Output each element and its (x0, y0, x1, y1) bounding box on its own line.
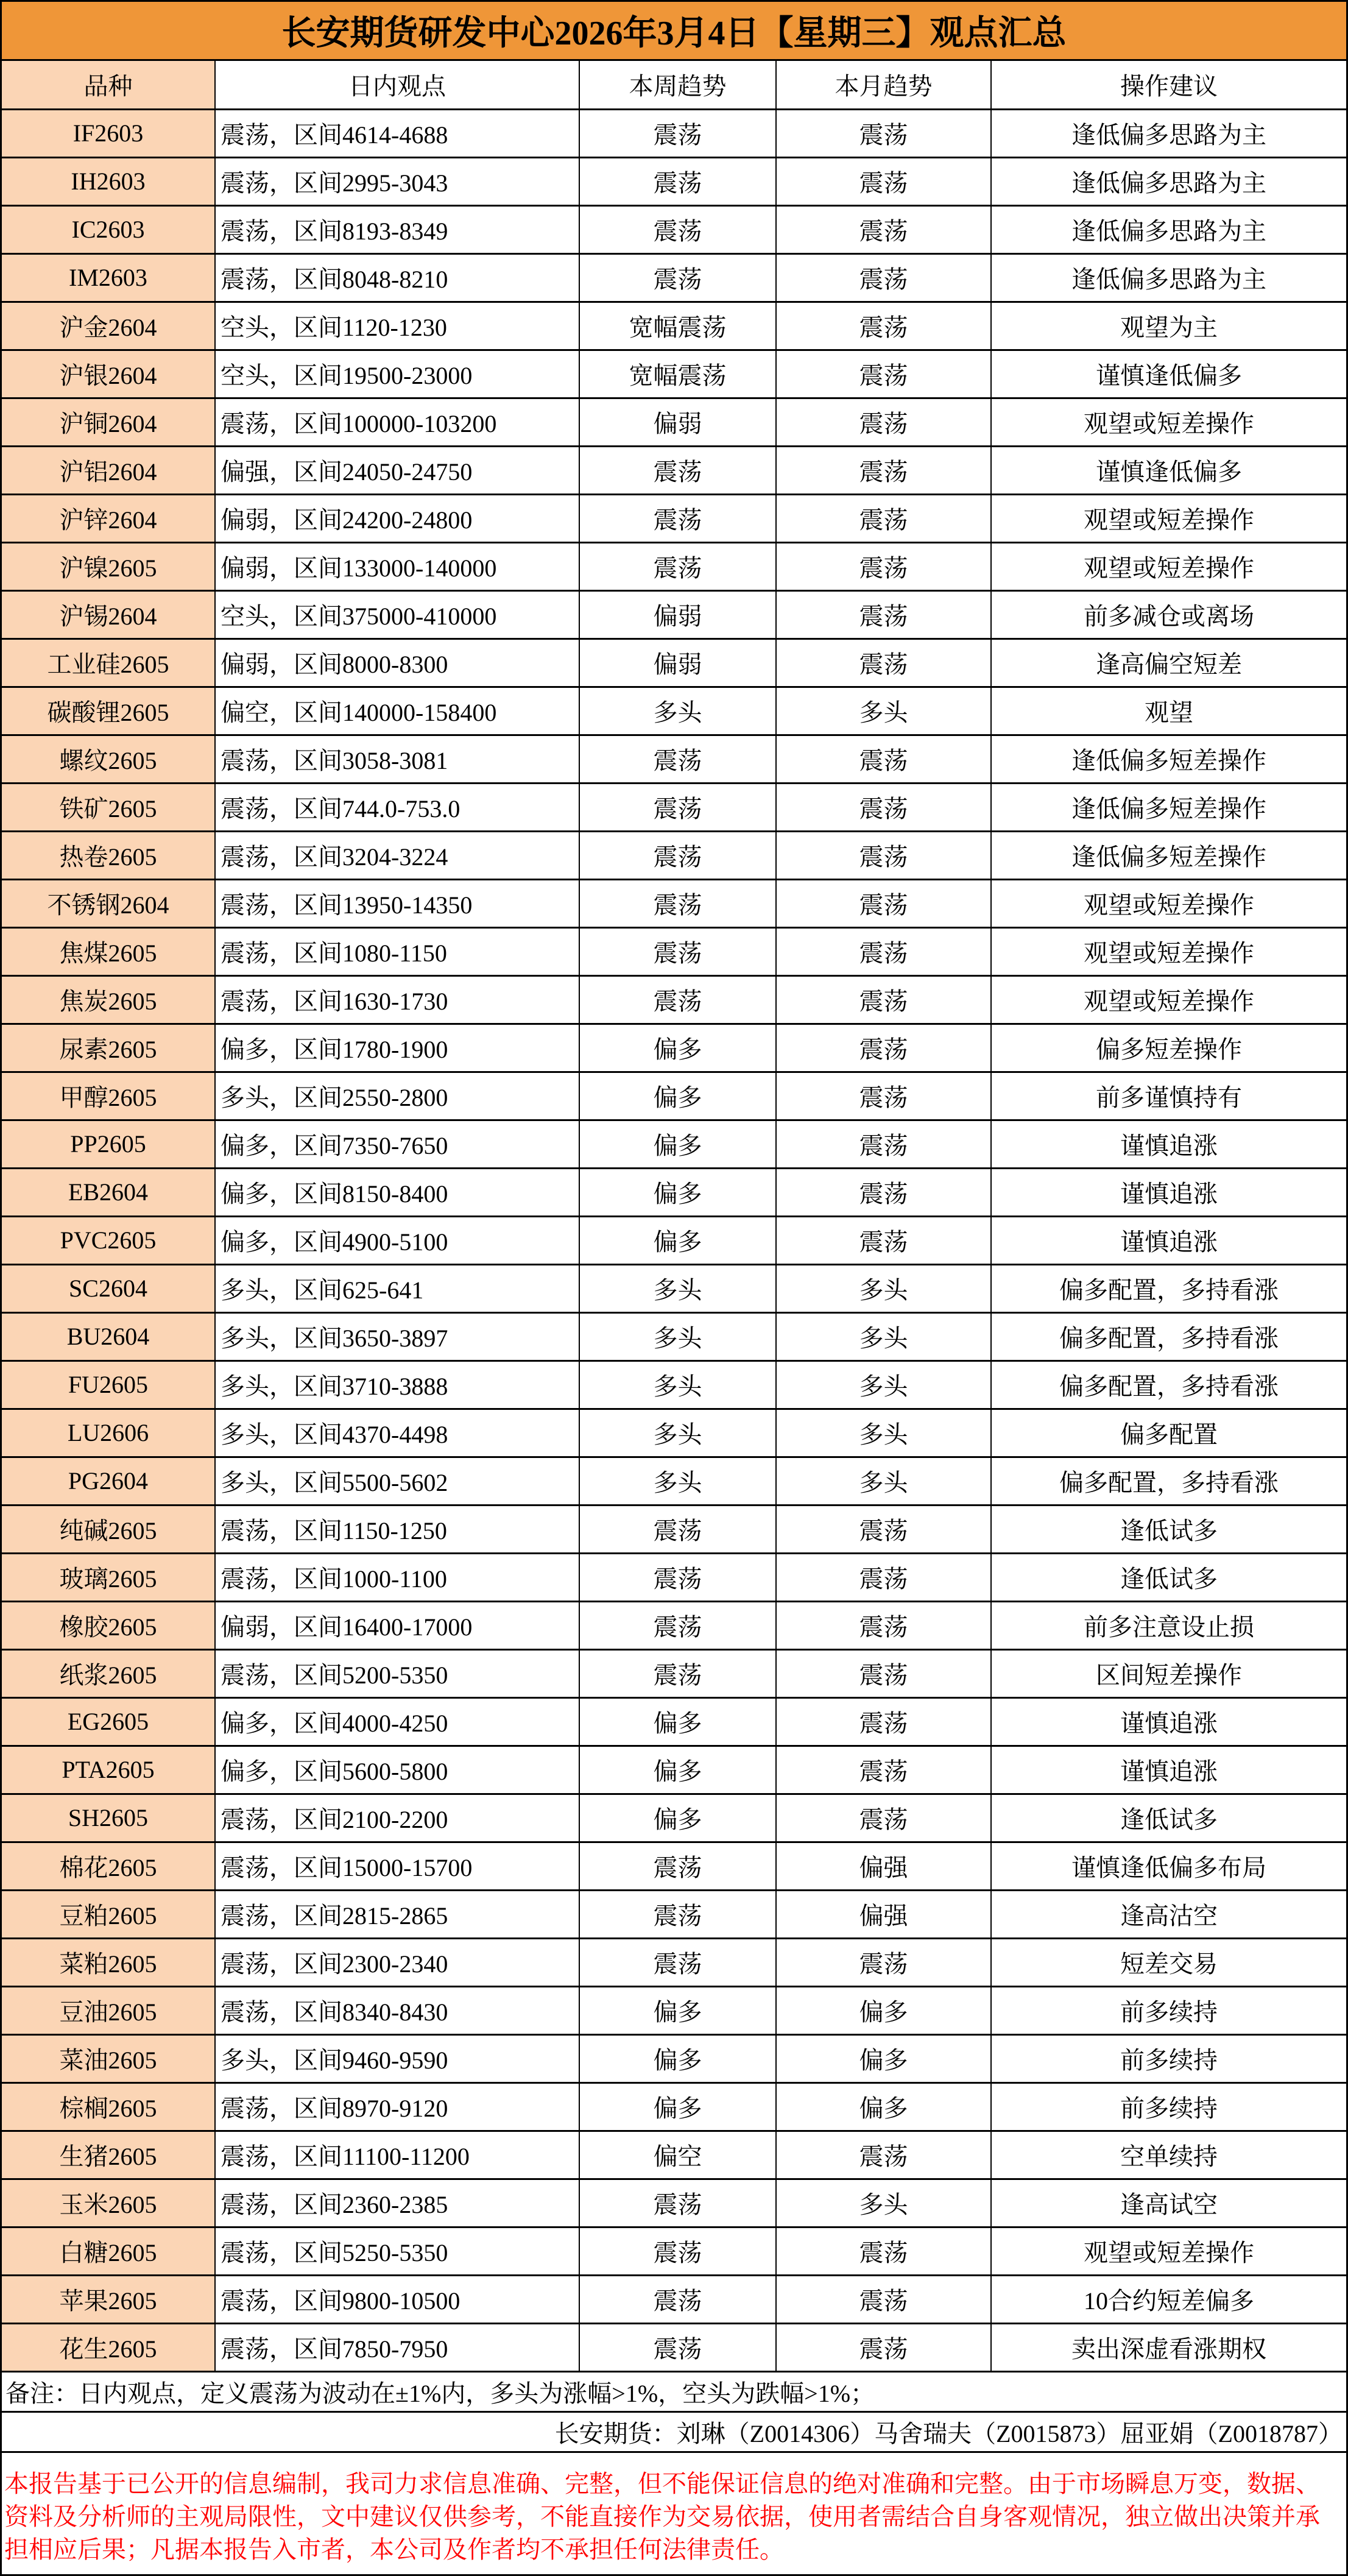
cell-week-trend: 震荡 (579, 2179, 776, 2227)
cell-advice: 前多续持 (991, 2082, 1346, 2131)
cell-intraday-view: 偏弱，区间8000-8300 (215, 639, 579, 687)
cell-product: SC2604 (2, 1264, 215, 1312)
cell-product: PTA2605 (2, 1746, 215, 1794)
cell-advice: 逢低试多 (991, 1553, 1346, 1601)
table-row (2, 253, 1346, 302)
cell-product: IM2603 (2, 253, 215, 302)
cell-intraday-view: 震荡，区间3058-3081 (215, 735, 579, 783)
cell-month-trend: 震荡 (776, 1024, 991, 1072)
cell-month-trend: 震荡 (776, 109, 991, 157)
cell-advice: 逢低偏多短差操作 (991, 735, 1346, 783)
table-row (2, 2323, 1346, 2371)
cell-intraday-view: 偏强，区间24050-24750 (215, 446, 579, 494)
cell-product: 螺纹2605 (2, 735, 215, 783)
cell-week-trend: 震荡 (579, 446, 776, 494)
cell-product: 沪铜2604 (2, 398, 215, 446)
cell-intraday-view: 偏空，区间140000-158400 (215, 687, 579, 735)
cell-intraday-view: 偏弱，区间133000-140000 (215, 542, 579, 590)
cell-week-trend: 偏多 (579, 1024, 776, 1072)
cell-product: 沪铝2604 (2, 446, 215, 494)
cell-intraday-view: 震荡，区间15000-15700 (215, 1842, 579, 1890)
cell-month-trend: 震荡 (776, 1601, 991, 1649)
cell-advice: 谨慎逢低偏多 (991, 446, 1346, 494)
cell-week-trend: 震荡 (579, 1842, 776, 1890)
cell-advice: 逢低试多 (991, 1505, 1346, 1553)
cell-advice: 逢高偏空短差 (991, 639, 1346, 687)
table-row (2, 157, 1346, 205)
cell-month-trend: 震荡 (776, 927, 991, 975)
note-row: 备注：日内观点，定义震荡为波动在±1%内，多头为涨幅>1%，空头为跌幅>1%； (2, 2373, 1346, 2413)
cell-intraday-view: 震荡，区间11100-11200 (215, 2131, 579, 2179)
cell-advice: 偏多配置，多持看涨 (991, 1312, 1346, 1361)
cell-month-trend: 多头 (776, 2179, 991, 2227)
header-week-trend: 本周趋势 (579, 61, 776, 109)
table-row (2, 590, 1346, 639)
cell-product: 棉花2605 (2, 1842, 215, 1890)
cell-intraday-view: 空头，区间19500-23000 (215, 350, 579, 398)
cell-week-trend: 震荡 (579, 1553, 776, 1601)
cell-intraday-view: 震荡，区间8048-8210 (215, 253, 579, 302)
cell-intraday-view: 震荡，区间2300-2340 (215, 1938, 579, 1986)
cell-intraday-view: 震荡，区间1150-1250 (215, 1505, 579, 1553)
cell-advice: 谨慎追涨 (991, 1746, 1346, 1794)
cell-product: 棕榈2605 (2, 2082, 215, 2131)
cell-intraday-view: 震荡，区间100000-103200 (215, 398, 579, 446)
cell-advice: 逢低偏多思路为主 (991, 205, 1346, 253)
cell-month-trend: 震荡 (776, 302, 991, 350)
cell-month-trend: 震荡 (776, 1120, 991, 1168)
table-row (2, 109, 1346, 157)
cell-week-trend: 偏多 (579, 1746, 776, 1794)
header-product: 品种 (2, 61, 215, 109)
cell-week-trend: 偏多 (579, 1168, 776, 1216)
cell-advice: 逢低试多 (991, 1794, 1346, 1842)
cell-month-trend: 震荡 (776, 157, 991, 205)
cell-week-trend: 多头 (579, 1312, 776, 1361)
cell-month-trend: 多头 (776, 1457, 991, 1505)
cell-product: 花生2605 (2, 2323, 215, 2371)
cell-week-trend: 震荡 (579, 205, 776, 253)
table-row (2, 2131, 1346, 2179)
cell-product: 纯碱2605 (2, 1505, 215, 1553)
cell-advice: 谨慎逢低偏多布局 (991, 1842, 1346, 1890)
cell-advice: 观望 (991, 687, 1346, 735)
cell-intraday-view: 多头，区间3710-3888 (215, 1361, 579, 1409)
cell-week-trend: 偏空 (579, 2131, 776, 2179)
cell-month-trend: 震荡 (776, 2323, 991, 2371)
cell-advice: 谨慎追涨 (991, 1120, 1346, 1168)
table-header-row (2, 61, 1346, 109)
cell-intraday-view: 震荡，区间3204-3224 (215, 831, 579, 879)
cell-week-trend: 震荡 (579, 2275, 776, 2323)
table-row (2, 1697, 1346, 1746)
cell-intraday-view: 震荡，区间8193-8349 (215, 205, 579, 253)
cell-product: 沪银2604 (2, 350, 215, 398)
cell-product: PG2604 (2, 1457, 215, 1505)
cell-advice: 逢高试空 (991, 2179, 1346, 2227)
cell-product: 焦炭2605 (2, 975, 215, 1024)
cell-intraday-view: 震荡，区间2360-2385 (215, 2179, 579, 2227)
table-row (2, 1312, 1346, 1361)
table-row (2, 1409, 1346, 1457)
cell-advice: 偏多配置 (991, 1409, 1346, 1457)
cell-month-trend: 震荡 (776, 542, 991, 590)
cell-advice: 偏多配置，多持看涨 (991, 1264, 1346, 1312)
cell-product: 苹果2605 (2, 2275, 215, 2323)
cell-month-trend: 震荡 (776, 1553, 991, 1601)
cell-intraday-view: 震荡，区间4614-4688 (215, 109, 579, 157)
cell-intraday-view: 震荡，区间2995-3043 (215, 157, 579, 205)
table-row (2, 1986, 1346, 2034)
table-row (2, 1024, 1346, 1072)
table-row (2, 2275, 1346, 2323)
cell-intraday-view: 多头，区间3650-3897 (215, 1312, 579, 1361)
cell-product: FU2605 (2, 1361, 215, 1409)
cell-week-trend: 震荡 (579, 2323, 776, 2371)
cell-product: 热卷2605 (2, 831, 215, 879)
table-row (2, 1890, 1346, 1938)
cell-advice: 观望或短差操作 (991, 2227, 1346, 2275)
cell-intraday-view: 空头，区间1120-1230 (215, 302, 579, 350)
table-row (2, 494, 1346, 542)
table-row (2, 398, 1346, 446)
cell-intraday-view: 震荡，区间2100-2200 (215, 1794, 579, 1842)
cell-intraday-view: 偏多，区间8150-8400 (215, 1168, 579, 1216)
cell-advice: 偏多短差操作 (991, 1024, 1346, 1072)
cell-month-trend: 震荡 (776, 253, 991, 302)
table-row (2, 1842, 1346, 1890)
header-advice: 操作建议 (991, 61, 1346, 109)
cell-product: EB2604 (2, 1168, 215, 1216)
cell-intraday-view: 空头，区间375000-410000 (215, 590, 579, 639)
cell-month-trend: 震荡 (776, 831, 991, 879)
table-row (2, 1505, 1346, 1553)
cell-month-trend: 多头 (776, 1264, 991, 1312)
cell-advice: 卖出深虚看涨期权 (991, 2323, 1346, 2371)
table-row (2, 1072, 1346, 1120)
cell-product: 铁矿2605 (2, 783, 215, 831)
cell-advice: 谨慎追涨 (991, 1168, 1346, 1216)
cell-month-trend: 偏强 (776, 1842, 991, 1890)
cell-advice: 谨慎逢低偏多 (991, 350, 1346, 398)
cell-month-trend: 震荡 (776, 398, 991, 446)
cell-month-trend: 震荡 (776, 2275, 991, 2323)
cell-week-trend: 震荡 (579, 1505, 776, 1553)
cell-month-trend: 偏多 (776, 1986, 991, 2034)
cell-intraday-view: 震荡，区间8970-9120 (215, 2082, 579, 2131)
cell-month-trend: 多头 (776, 1312, 991, 1361)
cell-intraday-view: 偏弱，区间16400-17000 (215, 1601, 579, 1649)
cell-product: 沪锡2604 (2, 590, 215, 639)
cell-advice: 短差交易 (991, 1938, 1346, 1986)
cell-intraday-view: 震荡，区间1080-1150 (215, 927, 579, 975)
table-row (2, 1120, 1346, 1168)
header-intraday: 日内观点 (215, 61, 579, 109)
cell-intraday-view: 震荡，区间13950-14350 (215, 879, 579, 927)
cell-advice: 观望或短差操作 (991, 927, 1346, 975)
cell-advice: 谨慎追涨 (991, 1697, 1346, 1746)
cell-week-trend: 多头 (579, 1264, 776, 1312)
cell-week-trend: 震荡 (579, 879, 776, 927)
table-row (2, 1601, 1346, 1649)
cell-intraday-view: 偏多，区间1780-1900 (215, 1024, 579, 1072)
cell-week-trend: 震荡 (579, 542, 776, 590)
table-row (2, 1361, 1346, 1409)
cell-advice: 逢低偏多短差操作 (991, 831, 1346, 879)
cell-intraday-view: 震荡，区间9800-10500 (215, 2275, 579, 2323)
table-row (2, 1216, 1346, 1264)
table-row (2, 350, 1346, 398)
cell-product: PP2605 (2, 1120, 215, 1168)
cell-intraday-view: 震荡，区间5250-5350 (215, 2227, 579, 2275)
cell-week-trend: 多头 (579, 1361, 776, 1409)
cell-month-trend: 震荡 (776, 1697, 991, 1746)
table-row (2, 1649, 1346, 1697)
cell-advice: 观望或短差操作 (991, 494, 1346, 542)
cell-week-trend: 偏多 (579, 1794, 776, 1842)
cell-product: 生猪2605 (2, 2131, 215, 2179)
cell-month-trend: 震荡 (776, 1505, 991, 1553)
cell-month-trend: 震荡 (776, 446, 991, 494)
table-row (2, 927, 1346, 975)
cell-intraday-view: 多头，区间625-641 (215, 1264, 579, 1312)
cell-product: 玉米2605 (2, 2179, 215, 2227)
cell-week-trend: 震荡 (579, 831, 776, 879)
cell-product: 沪金2604 (2, 302, 215, 350)
cell-product: LU2606 (2, 1409, 215, 1457)
cell-advice: 前多减仓或离场 (991, 590, 1346, 639)
cell-product: 焦煤2605 (2, 927, 215, 975)
table-row (2, 879, 1346, 927)
cell-month-trend: 震荡 (776, 1216, 991, 1264)
cell-month-trend: 偏多 (776, 2082, 991, 2131)
page-title: 长安期货研发中心2026年3月4日【星期三】观点汇总 (2, 0, 1346, 61)
cell-week-trend: 震荡 (579, 1601, 776, 1649)
cell-week-trend: 震荡 (579, 157, 776, 205)
cell-intraday-view: 多头，区间9460-9590 (215, 2034, 579, 2082)
cell-product: 豆粕2605 (2, 1890, 215, 1938)
cell-week-trend: 震荡 (579, 1649, 776, 1697)
cell-product: IH2603 (2, 157, 215, 205)
cell-week-trend: 震荡 (579, 735, 776, 783)
cell-advice: 逢低偏多短差操作 (991, 783, 1346, 831)
table-row (2, 831, 1346, 879)
cell-product: 玻璃2605 (2, 1553, 215, 1601)
table-row (2, 1457, 1346, 1505)
cell-advice: 观望或短差操作 (991, 542, 1346, 590)
cell-week-trend: 偏多 (579, 2034, 776, 2082)
cell-month-trend: 偏强 (776, 1890, 991, 1938)
cell-advice: 逢低偏多思路为主 (991, 109, 1346, 157)
cell-month-trend: 震荡 (776, 639, 991, 687)
cell-intraday-view: 震荡，区间8340-8430 (215, 1986, 579, 2034)
cell-month-trend: 震荡 (776, 879, 991, 927)
table-row (2, 1938, 1346, 1986)
cell-intraday-view: 多头，区间4370-4498 (215, 1409, 579, 1457)
cell-week-trend: 震荡 (579, 975, 776, 1024)
cell-week-trend: 偏多 (579, 1120, 776, 1168)
cell-month-trend: 震荡 (776, 1072, 991, 1120)
cell-week-trend: 宽幅震荡 (579, 350, 776, 398)
cell-week-trend: 多头 (579, 1409, 776, 1457)
cell-week-trend: 震荡 (579, 2227, 776, 2275)
authors-row: 长安期货：刘琳（Z0014306）马舍瑞夫（Z0015873）屈亚娟（Z0018787） (2, 2413, 1346, 2453)
cell-intraday-view: 震荡，区间1630-1730 (215, 975, 579, 1024)
cell-product: PVC2605 (2, 1216, 215, 1264)
cell-week-trend: 震荡 (579, 109, 776, 157)
table-row (2, 542, 1346, 590)
table-row (2, 1168, 1346, 1216)
cell-month-trend: 多头 (776, 1361, 991, 1409)
cell-advice: 谨慎追涨 (991, 1216, 1346, 1264)
table-row (2, 1264, 1346, 1312)
cell-week-trend: 多头 (579, 1457, 776, 1505)
cell-month-trend: 震荡 (776, 1938, 991, 1986)
cell-month-trend: 震荡 (776, 350, 991, 398)
cell-month-trend: 震荡 (776, 2131, 991, 2179)
cell-advice: 前多续持 (991, 1986, 1346, 2034)
cell-month-trend: 震荡 (776, 783, 991, 831)
cell-month-trend: 震荡 (776, 1746, 991, 1794)
cell-product: 白糖2605 (2, 2227, 215, 2275)
cell-advice: 观望或短差操作 (991, 975, 1346, 1024)
cell-month-trend: 偏多 (776, 2034, 991, 2082)
cell-product: 菜粕2605 (2, 1938, 215, 1986)
cell-week-trend: 震荡 (579, 783, 776, 831)
table-row (2, 975, 1346, 1024)
cell-product: 不锈钢2604 (2, 879, 215, 927)
cell-intraday-view: 偏多，区间7350-7650 (215, 1120, 579, 1168)
views-table (2, 61, 1346, 2373)
disclaimer: 本报告基于已公开的信息编制，我司力求信息准确、完整，但不能保证信息的绝对准确和完整。由于市场瞬息万变，数据、资料及分析师的主观局限性，文中建议仅供参考，不能直接作为交易依据，使用者需结合自身客观情况，独立做出决策并承担相应后果；凡据本报告入市者，本公司及作者均不承担任何法律责任。 (2, 2453, 1346, 2576)
cell-week-trend: 偏弱 (579, 590, 776, 639)
table-row (2, 1746, 1346, 1794)
cell-month-trend: 震荡 (776, 1168, 991, 1216)
cell-product: IC2603 (2, 205, 215, 253)
cell-intraday-view: 多头，区间2550-2800 (215, 1072, 579, 1120)
table-row (2, 302, 1346, 350)
table-row (2, 735, 1346, 783)
table-row (2, 783, 1346, 831)
cell-week-trend: 偏多 (579, 2082, 776, 2131)
cell-advice: 区间短差操作 (991, 1649, 1346, 1697)
cell-week-trend: 偏多 (579, 1986, 776, 2034)
table-row (2, 446, 1346, 494)
cell-month-trend: 多头 (776, 1409, 991, 1457)
cell-product: SH2605 (2, 1794, 215, 1842)
cell-week-trend: 震荡 (579, 1890, 776, 1938)
table-row (2, 2179, 1346, 2227)
cell-intraday-view: 震荡，区间5200-5350 (215, 1649, 579, 1697)
cell-intraday-view: 偏弱，区间24200-24800 (215, 494, 579, 542)
cell-product: 尿素2605 (2, 1024, 215, 1072)
cell-intraday-view: 震荡，区间744.0-753.0 (215, 783, 579, 831)
cell-month-trend: 震荡 (776, 975, 991, 1024)
cell-advice: 观望或短差操作 (991, 879, 1346, 927)
cell-product: 工业硅2605 (2, 639, 215, 687)
cell-week-trend: 多头 (579, 687, 776, 735)
cell-intraday-view: 偏多，区间5600-5800 (215, 1746, 579, 1794)
cell-intraday-view: 多头，区间5500-5602 (215, 1457, 579, 1505)
cell-advice: 逢低偏多思路为主 (991, 157, 1346, 205)
cell-advice: 前多注意设止损 (991, 1601, 1346, 1649)
cell-advice: 逢高沽空 (991, 1890, 1346, 1938)
cell-intraday-view: 偏多，区间4000-4250 (215, 1697, 579, 1746)
cell-product: EG2605 (2, 1697, 215, 1746)
cell-intraday-view: 震荡，区间2815-2865 (215, 1890, 579, 1938)
cell-month-trend: 多头 (776, 687, 991, 735)
cell-advice: 空单续持 (991, 2131, 1346, 2179)
cell-advice: 观望或短差操作 (991, 398, 1346, 446)
cell-week-trend: 偏多 (579, 1072, 776, 1120)
cell-month-trend: 震荡 (776, 205, 991, 253)
cell-week-trend: 震荡 (579, 253, 776, 302)
cell-advice: 偏多配置，多持看涨 (991, 1457, 1346, 1505)
cell-month-trend: 震荡 (776, 494, 991, 542)
cell-advice: 10合约短差偏多 (991, 2275, 1346, 2323)
cell-week-trend: 震荡 (579, 494, 776, 542)
table-row (2, 2227, 1346, 2275)
cell-advice: 前多续持 (991, 2034, 1346, 2082)
cell-week-trend: 震荡 (579, 927, 776, 975)
cell-month-trend: 震荡 (776, 1794, 991, 1842)
cell-advice: 逢低偏多思路为主 (991, 253, 1346, 302)
cell-week-trend: 偏弱 (579, 639, 776, 687)
cell-advice: 偏多配置，多持看涨 (991, 1361, 1346, 1409)
cell-product: 碳酸锂2605 (2, 687, 215, 735)
header-month-trend: 本月趋势 (776, 61, 991, 109)
table-row (2, 2034, 1346, 2082)
table-row (2, 687, 1346, 735)
table-row (2, 2082, 1346, 2131)
cell-month-trend: 震荡 (776, 590, 991, 639)
table-row (2, 1794, 1346, 1842)
table-row (2, 1553, 1346, 1601)
cell-month-trend: 震荡 (776, 1649, 991, 1697)
cell-intraday-view: 震荡，区间7850-7950 (215, 2323, 579, 2371)
cell-month-trend: 震荡 (776, 2227, 991, 2275)
cell-week-trend: 偏弱 (579, 398, 776, 446)
cell-intraday-view: 震荡，区间1000-1100 (215, 1553, 579, 1601)
cell-product: 沪镍2605 (2, 542, 215, 590)
cell-week-trend: 震荡 (579, 1938, 776, 1986)
cell-product: 豆油2605 (2, 1986, 215, 2034)
cell-week-trend: 宽幅震荡 (579, 302, 776, 350)
table-row (2, 205, 1346, 253)
cell-product: 纸浆2605 (2, 1649, 215, 1697)
cell-product: 沪锌2604 (2, 494, 215, 542)
cell-advice: 前多谨慎持有 (991, 1072, 1346, 1120)
cell-advice: 观望为主 (991, 302, 1346, 350)
cell-product: BU2604 (2, 1312, 215, 1361)
table-row (2, 639, 1346, 687)
cell-week-trend: 偏多 (579, 1697, 776, 1746)
cell-product: 甲醇2605 (2, 1072, 215, 1120)
cell-week-trend: 偏多 (579, 1216, 776, 1264)
cell-product: 菜油2605 (2, 2034, 215, 2082)
cell-intraday-view: 偏多，区间4900-5100 (215, 1216, 579, 1264)
cell-month-trend: 震荡 (776, 735, 991, 783)
cell-product: IF2603 (2, 109, 215, 157)
cell-product: 橡胶2605 (2, 1601, 215, 1649)
